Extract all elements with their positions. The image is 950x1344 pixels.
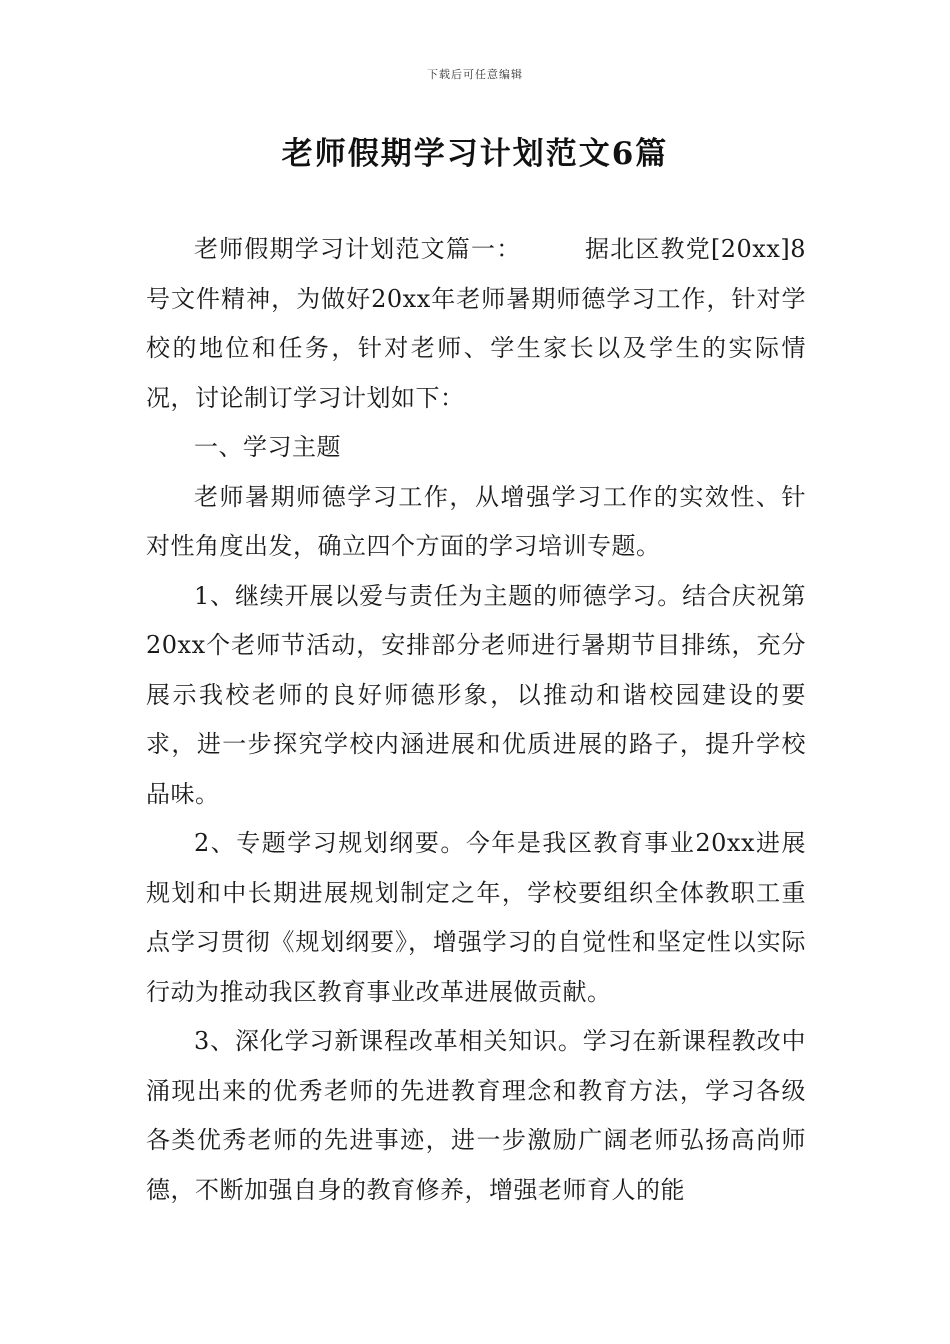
paragraph-theme: 老师暑期师德学习工作，从增强学习工作的实效性、针对性角度出发，确立四个方面的学习培训专题。 xyxy=(146,482,806,560)
paragraph-item-2: 2、专题学习规划纲要。今年是我区教育事业20xx进展规划和中长期进展规划制定之年，学校要组织全体教职工重点学习贯彻《规划纲要》，增强学习的自觉性和坚定性以实际行动为推动我区教育事业改革进展做贡献。 xyxy=(146,829,806,1006)
paragraph-item-3: 3、深化学习新课程改革相关知识。学习在新课程教改中涌现出来的优秀老师的先进教育理念和教育方法，学习各级各类优秀老师的先进事迹，进一步激励广阔老师弘扬高尚师德，不断加强自身的教育修养，增强老师育人的能 xyxy=(146,1027,806,1204)
paragraph-item-1: 1、继续开展以爱与责任为主题的师德学习。结合庆祝第20xx个老师节活动，安排部分老师进行暑期节目排练，充分展示我校老师的良好师德形象，以推动和谐校园建设的要求，进一步探究学校内涵进展和优质进展的路子，提升学校品味。 xyxy=(146,581,806,808)
document-title: 老师假期学习计划范文6篇 xyxy=(281,136,669,172)
document-body xyxy=(146,225,806,1215)
paragraph-intro: 老师假期学习计划范文篇一： 据北区教党[20xx]8号文件精神，为做好20xx年老师暑期师德学习工作，针对学校的地位和任务，针对老师、学生家长以及学生的实际情况，讨论制订学习计划如下： xyxy=(146,235,806,412)
header-note: 下载后可任意编辑 xyxy=(427,68,523,81)
paragraph-section-heading: 一、学习主题 xyxy=(194,433,341,461)
